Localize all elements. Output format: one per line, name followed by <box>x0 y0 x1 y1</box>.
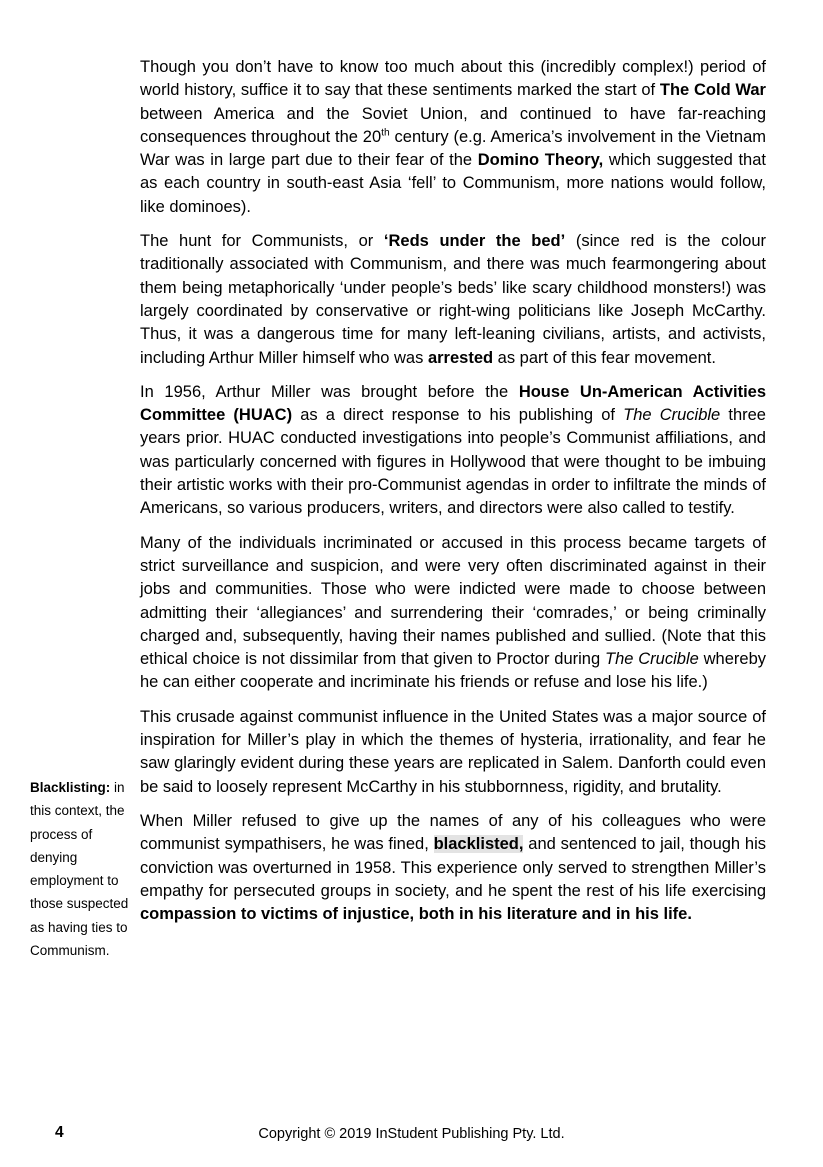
body-text <box>140 56 766 926</box>
copyright-text: Copyright © 2019 InStudent Publishing Pty. Ltd. <box>258 1126 565 1142</box>
paragraph-reds-under-bed: The hunt for Communists, or ‘Reds under the bed’ (since red is the colour traditionally associated with Communism, and there was much fearmongering about them being metaphorically ‘under people’s beds’ like scary childhood monsters!) was largely coordinated by conservative or right-wing politicians like Joseph McCarthy. Thus, it was a dangerous time for many left-leaning civilians, artists, and activists, including Arthur Miller himself who was arrested as part of this fear movement. <box>140 232 767 367</box>
page-number: 4 <box>55 1124 64 1141</box>
paragraph-blacklisted: When Miller refused to give up the names of any of his colleagues who were communist sympathisers, he was fined, blacklisted, and sentenced to jail, though his conviction was overturned in 1958. This experience only served to strengthen Miller’s empathy for persecuted groups in society, and he spent the rest of his life exercising compassion to victims of injustice, both in his literature and in his life. <box>140 811 766 924</box>
margin-note-blacklisting: Blacklisting: in this context, the process of denying employment to those suspected as having ties to Communism. <box>30 780 129 959</box>
paragraph-crusade: This crusade against communist influence in the United States was a major source of inspiration for Miller’s play in which the themes of hysteria, irrationality, and fear he saw glaringly evident during these years are replicated in Salem. Danforth could even be said to loosely represent McCarthy in his stubbornness, rigidity, and brutality. <box>140 707 766 796</box>
paragraph-cold-war: Though you don’t have to know too much about this (incredibly complex!) period of world history, suffice it to say that these sentiments marked the start of The Cold War between America and the Soviet Union, and continued to have far-reaching consequences throughout the 20th century (e.g. America’s involvement in the Vietnam War was in large part due to their fear of the Domino Theory, which suggested that as each country in south-east Asia ‘fell’ to Communism, more nations would follow, like dominoes). <box>140 58 766 216</box>
paragraph-huac: In 1956, Arthur Miller was brought before the House Un-American Activities Committee (HUAC) as a direct response to his publishing of The Crucible three years prior. HUAC conducted investigations into people’s Communist affiliations, and was particularly concerned with figures in Hollywood that were thought to be imbuing their artistic works with their pro-Communist agendas in order to infiltrate the minds of Americans, so various producers, writers, and directors were also called to testify. <box>140 382 767 518</box>
paragraph-incriminated: Many of the individuals incriminated or accused in this process became targets of strict surveillance and suspicion, and were very often discriminated against in their jobs and communities. Those who were indicted were made to choose between admitting their ‘allegiances’ and surrendering their ‘comrades,’ or being criminally charged and, subsequently, having their names published and sullied. (Note that this ethical choice is not dissimilar from that given to Proctor during The Crucible whereby he can either cooperate and incriminate his friends or refuse and lose his life.) <box>140 533 767 692</box>
